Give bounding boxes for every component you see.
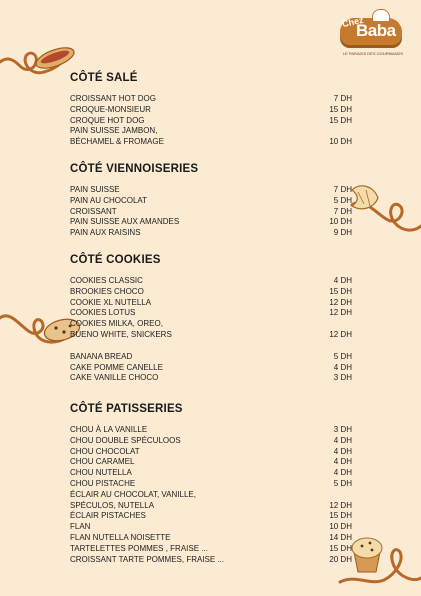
menu-item	[70, 308, 352, 319]
menu-item	[70, 555, 352, 566]
item-price: 15 DH	[329, 115, 352, 125]
menu-item	[70, 511, 352, 522]
item-price: 15 DH	[329, 104, 352, 114]
item-price: 4 DH	[333, 446, 352, 456]
item-name: ÉCLAIR AU CHOCOLAT, VANILLE, SPÉCULOS, NUTELLA	[70, 489, 196, 510]
section-cookies	[70, 254, 352, 384]
menu-item	[70, 363, 352, 374]
item-price: 10 DH	[329, 217, 352, 227]
item-name: CROQUE-MONSIEUR	[70, 104, 151, 114]
item-name: CROISSANT TARTE POMMES, FRAISE ...	[70, 554, 225, 564]
item-list	[70, 94, 352, 148]
menu-item	[70, 425, 352, 436]
menu-item	[70, 352, 352, 363]
menu-item	[70, 185, 352, 196]
item-price: 4 DH	[333, 435, 352, 445]
item-name: CHOU PISTACHE	[70, 478, 136, 488]
menu-item	[70, 207, 352, 218]
item-price: 12 DH	[329, 329, 352, 339]
section-title: CÔTÉ PATISSERIES	[70, 403, 183, 415]
item-name: CAKE VANILLE CHOCO	[70, 373, 159, 383]
menu-item	[70, 276, 352, 287]
menu-item	[70, 533, 352, 544]
menu-item	[70, 436, 352, 447]
menu-item	[70, 468, 352, 479]
item-name: FLAN	[70, 522, 91, 532]
section-title: CÔTÉ VIENNOISERIES	[70, 163, 199, 175]
item-name: COOKIES MILKA, OREO, BUENO WHITE, SNICKERS	[70, 319, 172, 339]
menu-item	[70, 94, 352, 105]
item-name: CROISSANT HOT DOG	[70, 94, 156, 103]
menu-item	[70, 319, 352, 341]
item-price: 9 DH	[333, 228, 352, 238]
item-price: 7 DH	[333, 206, 352, 216]
menu-item	[70, 126, 352, 148]
menu-item	[70, 287, 352, 298]
item-name: CHOU DOUBLE SPÉCULOOS	[70, 435, 181, 445]
item-price: 7 DH	[333, 185, 352, 194]
item-name: COOKIE XL NUTELLA	[70, 297, 152, 307]
menu-item	[70, 447, 352, 458]
menu-item	[70, 479, 352, 490]
section-sale	[70, 72, 352, 148]
menu-item	[70, 373, 352, 384]
item-name: BROOKIES CHOCO	[70, 286, 144, 296]
logo-word-2: Baba	[356, 21, 396, 40]
item-price: 14 DH	[329, 532, 352, 542]
item-price: 5 DH	[333, 351, 352, 361]
item-name: CROQUE HOT DOG	[70, 115, 145, 125]
item-name: CROISSANT	[70, 206, 117, 216]
spacer	[70, 341, 352, 352]
item-name: ÉCLAIR PISTACHES	[70, 511, 146, 521]
menu-item	[70, 457, 352, 468]
item-list	[70, 185, 352, 239]
item-price: 4 DH	[333, 457, 352, 467]
item-name: PAIN AUX RAISINS	[70, 228, 141, 238]
muffin-icon	[352, 538, 382, 572]
item-name: CHOU NUTELLA	[70, 468, 132, 478]
item-price: 4 DH	[333, 468, 352, 478]
item-price: 15 DH	[329, 543, 352, 553]
item-name: TARTELETTES POMMES , FRAISE ...	[70, 543, 208, 553]
logo-tagline: LE PARADIS DES GOURMANDS	[342, 51, 404, 56]
item-name: PAIN SUISSE JAMBON, BÉCHAMEL & FROMAGE	[70, 126, 164, 147]
item-price: 5 DH	[333, 478, 352, 488]
item-price: 3 DH	[333, 425, 352, 434]
item-list	[70, 425, 352, 565]
section-patisseries	[70, 403, 352, 565]
item-price: 15 DH	[329, 511, 352, 521]
section-title: CÔTÉ COOKIES	[70, 254, 161, 266]
item-price: 12 DH	[329, 308, 352, 318]
item-price: 4 DH	[333, 276, 352, 285]
item-name: CHOU CHOCOLAT	[70, 446, 140, 456]
muffin-swirl	[340, 550, 421, 582]
menu-item	[70, 544, 352, 555]
section-viennoiseries	[70, 163, 352, 239]
menu-item	[70, 116, 352, 127]
item-name: CAKE POMME CANELLE	[70, 362, 163, 372]
menu-item	[70, 522, 352, 533]
menu-item	[70, 105, 352, 116]
item-name: COOKIES LOTUS	[70, 308, 136, 318]
menu-item	[70, 217, 352, 228]
item-price: 7 DH	[333, 94, 352, 103]
item-name: BANANA BREAD	[70, 351, 133, 361]
section-title: CÔTÉ SALÉ	[70, 72, 138, 84]
item-name: PAIN AU CHOCOLAT	[70, 195, 148, 205]
item-name: COOKIES CLASSIC	[70, 276, 143, 285]
brand-logo	[336, 8, 406, 56]
item-price: 10 DH	[329, 137, 352, 147]
item-price: 15 DH	[329, 286, 352, 296]
item-name: PAIN SUISSE AUX AMANDES	[70, 217, 180, 227]
item-price: 4 DH	[333, 362, 352, 372]
menu-item	[70, 490, 352, 512]
item-price: 10 DH	[329, 522, 352, 532]
item-name: FLAN NUTELLA NOISETTE	[70, 532, 171, 542]
item-name: CHOU À LA VANILLE	[70, 425, 148, 434]
logo-word-1: Chez	[341, 14, 365, 30]
item-name: CHOU CARAMEL	[70, 457, 135, 467]
item-name: PAIN SUISSE	[70, 185, 120, 194]
item-price: 20 DH	[329, 554, 352, 564]
item-price: 12 DH	[329, 500, 352, 510]
menu-item	[70, 228, 352, 239]
item-price: 12 DH	[329, 297, 352, 307]
item-price: 5 DH	[333, 195, 352, 205]
menu-item	[70, 196, 352, 207]
item-price: 3 DH	[333, 373, 352, 383]
menu-item	[70, 298, 352, 309]
item-list	[70, 276, 352, 384]
croissant-icon	[352, 186, 378, 209]
